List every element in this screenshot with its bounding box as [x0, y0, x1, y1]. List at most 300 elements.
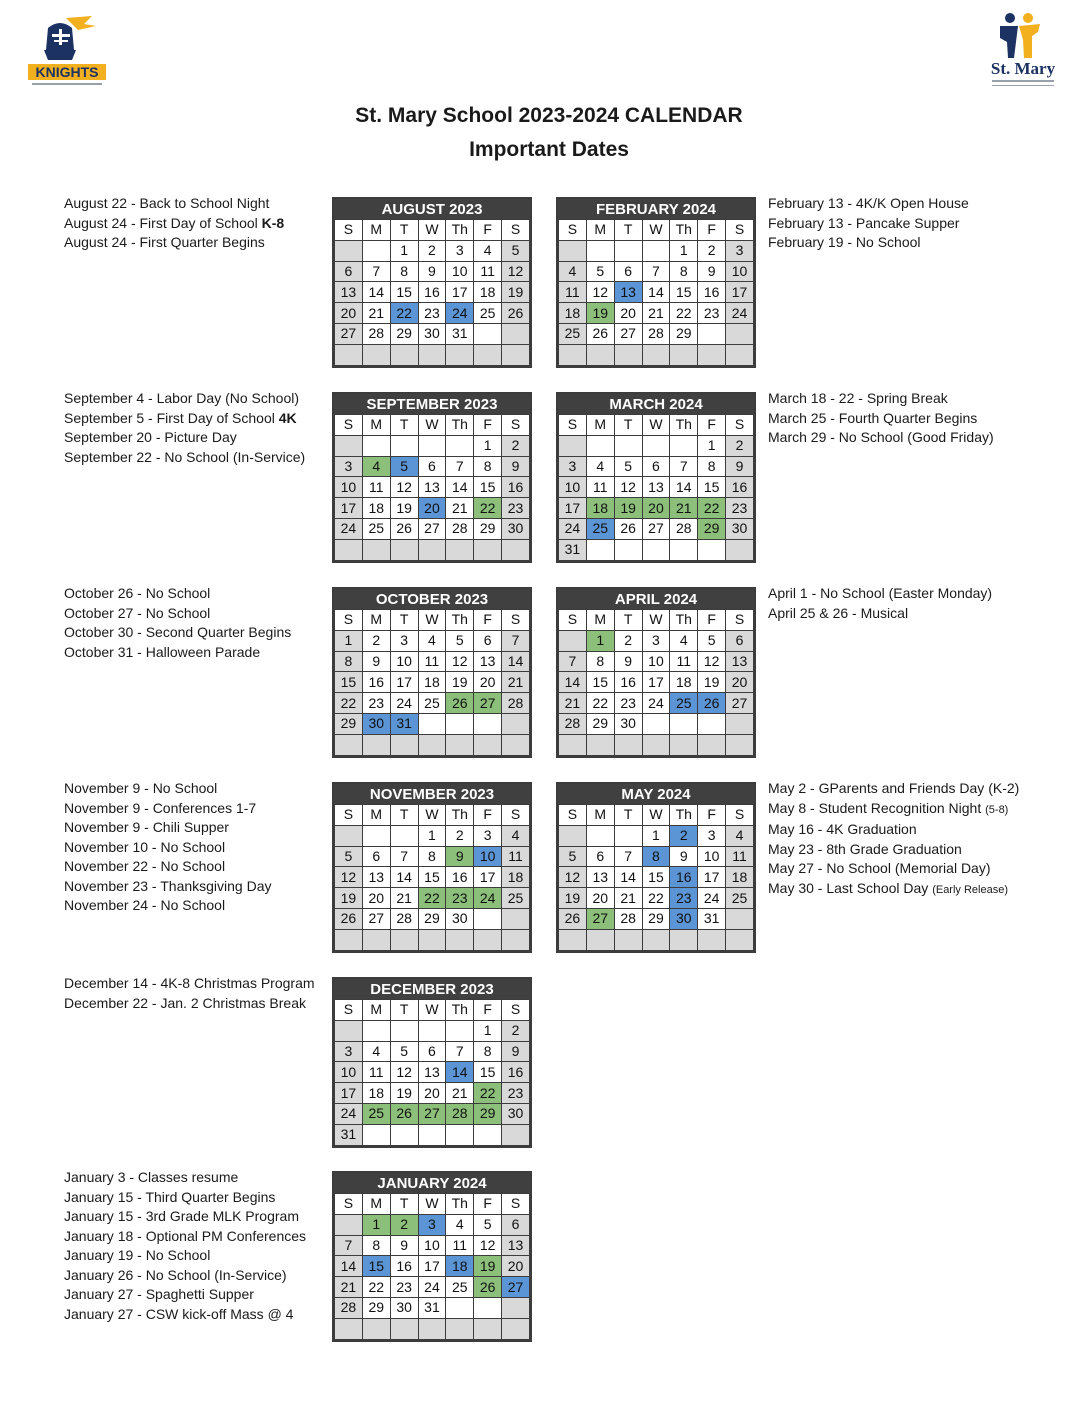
day-cell: 17	[335, 1083, 363, 1104]
empty-cell	[614, 240, 642, 261]
day-cell: 6	[642, 456, 670, 477]
month-grid	[558, 219, 754, 366]
empty-cell	[335, 240, 363, 261]
day-cell: 17	[390, 672, 418, 693]
day-cell: 11	[586, 477, 614, 498]
day-cell: 18	[418, 672, 446, 693]
weekday-label: M	[586, 805, 614, 826]
day-cell: 10	[726, 261, 754, 282]
day-cell: 30	[614, 713, 642, 734]
week-row	[335, 323, 530, 344]
event-text: October 31 - Halloween Parade	[64, 643, 261, 660]
day-cell: 11	[418, 651, 446, 672]
empty-cell	[726, 344, 754, 365]
event-text: November 22 - No School	[64, 858, 226, 874]
event-line	[768, 409, 994, 429]
day-cell: 31	[335, 1124, 363, 1145]
day-cell: 16	[502, 1062, 530, 1083]
empty-cell	[698, 323, 726, 344]
empty-cell	[446, 713, 474, 734]
event-line	[768, 779, 1019, 799]
day-cell: 27	[418, 518, 446, 539]
day-cell: 1	[474, 435, 502, 456]
event-line	[64, 1266, 306, 1286]
event-line	[64, 818, 272, 838]
day-cell: 7	[335, 1235, 363, 1256]
weekday-label: S	[502, 610, 530, 631]
event-text: May 8 - Student Recognition Night	[768, 799, 986, 816]
month-title: MARCH 2024	[558, 394, 754, 414]
empty-cell	[502, 908, 530, 929]
empty-cell	[642, 734, 670, 755]
day-cell: 12	[559, 867, 587, 888]
week-row	[335, 651, 530, 672]
day-cell: 16	[418, 282, 446, 303]
day-cell: 13	[474, 651, 502, 672]
event-text: November 24 - No School	[64, 897, 226, 913]
weekday-label: F	[474, 1194, 502, 1215]
event-text: January 3 - Classes resume	[64, 1169, 239, 1185]
day-cell: 2	[698, 240, 726, 261]
week-row	[335, 261, 530, 282]
empty-cell	[474, 539, 502, 560]
event-text: November 9 - Chili Supper	[64, 819, 229, 835]
empty-cell	[726, 713, 754, 734]
day-cell: 28	[335, 1297, 363, 1318]
event-text: September 5 - First Day of School	[64, 409, 279, 426]
weekday-label: T	[390, 415, 418, 436]
day-cell: 13	[726, 651, 754, 672]
week-row	[559, 713, 754, 734]
week-row	[335, 435, 530, 456]
day-cell: 29	[474, 518, 502, 539]
event-line	[768, 879, 1019, 901]
day-cell: 20	[614, 303, 642, 324]
day-cell: 21	[642, 303, 670, 324]
weekday-label: S	[559, 220, 587, 241]
event-text: (Early Release)	[932, 883, 1008, 896]
month-grid	[334, 804, 530, 951]
weekday-label: T	[390, 1194, 418, 1215]
day-cell: 11	[726, 846, 754, 867]
event-line	[768, 214, 969, 234]
event-line	[768, 428, 994, 448]
day-cell: 5	[586, 261, 614, 282]
empty-cell	[474, 323, 502, 344]
weekday-label: S	[502, 1194, 530, 1215]
day-cell: 7	[446, 456, 474, 477]
calendar-april-2024	[556, 587, 756, 758]
event-line	[768, 840, 1019, 860]
day-cell: 21	[559, 693, 587, 714]
weekday-label: S	[335, 610, 363, 631]
day-cell: 23	[614, 693, 642, 714]
empty-cell	[418, 929, 446, 950]
weekday-label: S	[502, 415, 530, 436]
empty-cell	[502, 1124, 530, 1145]
week-row	[559, 240, 754, 261]
day-cell: 4	[559, 261, 587, 282]
events-march	[768, 389, 994, 448]
day-cell: 22	[362, 1277, 390, 1298]
month-grid	[558, 609, 754, 756]
weekday-label: W	[642, 805, 670, 826]
day-cell: 1	[335, 630, 363, 651]
day-cell: 27	[502, 1277, 530, 1298]
day-cell: 18	[362, 1083, 390, 1104]
empty-cell	[614, 825, 642, 846]
day-cell: 19	[335, 888, 363, 909]
day-cell: 13	[418, 1062, 446, 1083]
day-cell: 12	[586, 282, 614, 303]
week-row	[335, 240, 530, 261]
day-cell: 17	[559, 498, 587, 519]
empty-cell	[698, 344, 726, 365]
event-text: May 30 - Last School Day	[768, 879, 933, 896]
day-cell: 3	[446, 240, 474, 261]
empty-cell	[474, 929, 502, 950]
empty-cell	[642, 240, 670, 261]
day-cell: 21	[335, 1277, 363, 1298]
event-text: 4K	[278, 409, 297, 426]
week-row	[559, 282, 754, 303]
day-cell: 1	[586, 630, 614, 651]
day-cell: 5	[614, 456, 642, 477]
day-cell: 2	[418, 240, 446, 261]
event-text: K-8	[261, 214, 285, 231]
day-cell: 19	[390, 498, 418, 519]
weekday-label: W	[418, 1000, 446, 1021]
event-line	[64, 389, 305, 409]
day-cell: 15	[474, 477, 502, 498]
week-row	[335, 1062, 530, 1083]
weekday-header-row	[335, 1194, 530, 1215]
day-cell: 14	[446, 477, 474, 498]
event-line	[64, 994, 315, 1014]
event-text: August 24 - First Quarter Begins	[64, 234, 265, 250]
day-cell: 19	[474, 1256, 502, 1277]
empty-cell	[586, 435, 614, 456]
empty-cell	[698, 929, 726, 950]
day-cell: 11	[670, 651, 698, 672]
day-cell: 28	[502, 693, 530, 714]
weekday-label: S	[559, 415, 587, 436]
events-may	[768, 779, 1019, 900]
day-cell: 18	[502, 867, 530, 888]
empty-cell	[670, 713, 698, 734]
day-cell: 25	[586, 518, 614, 539]
week-row	[335, 282, 530, 303]
empty-cell	[446, 734, 474, 755]
day-cell: 21	[390, 888, 418, 909]
day-cell: 24	[698, 888, 726, 909]
weekday-label: F	[698, 805, 726, 826]
day-cell: 28	[446, 1103, 474, 1124]
event-line	[64, 857, 272, 877]
week-row	[559, 651, 754, 672]
day-cell: 24	[446, 303, 474, 324]
month-title: JANUARY 2024	[334, 1173, 530, 1193]
day-cell: 23	[418, 303, 446, 324]
empty-cell	[390, 825, 418, 846]
week-row	[335, 1041, 530, 1062]
empty-cell	[726, 929, 754, 950]
event-text: August 24 - First Day of School	[64, 214, 262, 231]
day-cell: 18	[586, 498, 614, 519]
events-february	[768, 194, 969, 253]
knights-logo-text: KNIGHTS	[35, 64, 99, 80]
day-cell: 13	[614, 282, 642, 303]
day-cell: 2	[614, 630, 642, 651]
day-cell: 21	[446, 1083, 474, 1104]
day-cell: 21	[670, 498, 698, 519]
empty-cell	[335, 734, 363, 755]
day-cell: 25	[726, 888, 754, 909]
day-cell: 26	[586, 323, 614, 344]
month-grid	[334, 414, 530, 561]
week-row	[559, 929, 754, 950]
day-cell: 30	[446, 908, 474, 929]
day-cell: 8	[670, 261, 698, 282]
day-cell: 23	[362, 693, 390, 714]
day-cell: 16	[698, 282, 726, 303]
event-text: August 22 - Back to School Night	[64, 195, 270, 211]
day-cell: 27	[335, 323, 363, 344]
weekday-label: S	[335, 220, 363, 241]
day-cell: 30	[390, 1297, 418, 1318]
event-text: March 18 - 22 - Spring Break	[768, 390, 948, 406]
day-cell: 25	[559, 323, 587, 344]
day-cell: 20	[418, 1083, 446, 1104]
calendar-september-2023	[332, 392, 532, 563]
weekday-label: M	[362, 610, 390, 631]
empty-cell	[642, 539, 670, 560]
empty-cell	[559, 825, 587, 846]
empty-cell	[335, 1020, 363, 1041]
empty-cell	[559, 435, 587, 456]
event-line	[64, 1188, 306, 1208]
day-cell: 4	[726, 825, 754, 846]
day-cell: 16	[670, 867, 698, 888]
day-cell: 9	[698, 261, 726, 282]
day-cell: 12	[390, 477, 418, 498]
day-cell: 15	[335, 672, 363, 693]
empty-cell	[390, 435, 418, 456]
event-line	[64, 974, 315, 994]
day-cell: 31	[418, 1297, 446, 1318]
day-cell: 19	[559, 888, 587, 909]
day-cell: 25	[362, 1103, 390, 1124]
event-text: November 23 - Thanksgiving Day	[64, 877, 272, 894]
week-row	[559, 539, 754, 560]
weekday-label: W	[418, 805, 446, 826]
day-cell: 19	[446, 672, 474, 693]
empty-cell	[502, 713, 530, 734]
day-cell: 29	[670, 323, 698, 344]
day-cell: 25	[474, 303, 502, 324]
day-cell: 12	[446, 651, 474, 672]
event-text: October 30 - Second Quarter Begins	[64, 624, 292, 640]
event-text: March 29 - No School (Good Friday)	[768, 429, 994, 445]
event-line	[64, 233, 284, 253]
empty-cell	[474, 713, 502, 734]
empty-cell	[418, 435, 446, 456]
day-cell: 25	[670, 693, 698, 714]
day-cell: 4	[502, 825, 530, 846]
week-row	[559, 908, 754, 929]
day-cell: 15	[586, 672, 614, 693]
day-cell: 2	[502, 1020, 530, 1041]
day-cell: 3	[390, 630, 418, 651]
day-cell: 8	[362, 1235, 390, 1256]
day-cell: 23	[446, 888, 474, 909]
weekday-label: M	[586, 220, 614, 241]
day-cell: 8	[390, 261, 418, 282]
empty-cell	[614, 344, 642, 365]
day-cell: 30	[502, 518, 530, 539]
event-line	[64, 448, 305, 468]
events-january	[64, 1168, 306, 1324]
weekday-label: T	[614, 805, 642, 826]
event-line	[64, 643, 291, 663]
month-grid	[334, 999, 530, 1146]
event-text: May 2 - GParents and Friends Day (K-2)	[768, 780, 1020, 796]
week-row	[559, 498, 754, 519]
day-cell: 22	[390, 303, 418, 324]
weekday-header-row	[559, 805, 754, 826]
event-text: October 27 - No School	[64, 604, 211, 621]
weekday-header-row	[559, 610, 754, 631]
event-text: December 14 - 4K-8 Christmas Program	[64, 975, 315, 991]
event-text: September 20 - Picture Day	[64, 429, 237, 445]
empty-cell	[670, 929, 698, 950]
empty-cell	[474, 1297, 502, 1318]
week-row	[559, 456, 754, 477]
events-october	[64, 584, 291, 662]
day-cell: 2	[446, 825, 474, 846]
day-cell: 19	[698, 672, 726, 693]
day-cell: 31	[698, 908, 726, 929]
week-row	[559, 435, 754, 456]
weekday-label: T	[390, 610, 418, 631]
weekday-label: W	[418, 610, 446, 631]
day-cell: 26	[474, 1277, 502, 1298]
calendar-december-2023	[332, 977, 532, 1148]
weekday-label: Th	[670, 805, 698, 826]
event-text: May 16 - 4K Graduation	[768, 821, 917, 837]
month-title: AUGUST 2023	[334, 199, 530, 219]
day-cell: 10	[418, 1235, 446, 1256]
empty-cell	[362, 240, 390, 261]
month-title: FEBRUARY 2024	[558, 199, 754, 219]
day-cell: 15	[418, 867, 446, 888]
empty-cell	[362, 1020, 390, 1041]
day-cell: 9	[502, 1041, 530, 1062]
day-cell: 26	[698, 693, 726, 714]
event-text: February 13 - Pancake Supper	[768, 214, 960, 231]
day-cell: 19	[502, 282, 530, 303]
empty-cell	[362, 539, 390, 560]
day-cell: 4	[362, 456, 390, 477]
event-line	[64, 194, 284, 214]
day-cell: 21	[502, 672, 530, 693]
page-subtitle: Important Dates	[469, 138, 629, 161]
day-cell: 23	[390, 1277, 418, 1298]
event-text: October 26 - No School	[64, 585, 211, 601]
day-cell: 24	[474, 888, 502, 909]
event-line	[64, 409, 305, 429]
day-cell: 8	[335, 651, 363, 672]
day-cell: 15	[362, 1256, 390, 1277]
day-cell: 26	[614, 518, 642, 539]
event-text: January 15 - Third Quarter Begins	[64, 1188, 276, 1205]
weekday-header-row	[335, 220, 530, 241]
day-cell: 5	[474, 1214, 502, 1235]
empty-cell	[474, 734, 502, 755]
day-cell: 4	[474, 240, 502, 261]
day-cell: 7	[614, 846, 642, 867]
day-cell: 29	[586, 713, 614, 734]
events-december	[64, 974, 315, 1013]
weekday-label: T	[614, 610, 642, 631]
weekday-label: Th	[446, 610, 474, 631]
empty-cell	[502, 344, 530, 365]
event-text: May 27 - No School (Memorial Day)	[768, 860, 991, 876]
day-cell: 6	[502, 1214, 530, 1235]
month-grid	[334, 609, 530, 756]
event-text: November 9 - No School	[64, 780, 218, 796]
event-line	[768, 820, 1019, 840]
day-cell: 5	[390, 456, 418, 477]
month-grid	[558, 414, 754, 561]
day-cell: 7	[502, 630, 530, 651]
weekday-label: M	[362, 1000, 390, 1021]
weekday-label: S	[502, 1000, 530, 1021]
day-cell: 10	[642, 651, 670, 672]
weekday-label: F	[698, 220, 726, 241]
empty-cell	[446, 435, 474, 456]
empty-cell	[586, 825, 614, 846]
empty-cell	[502, 539, 530, 560]
day-cell: 19	[390, 1083, 418, 1104]
month-title: DECEMBER 2023	[334, 979, 530, 999]
day-cell: 4	[446, 1214, 474, 1235]
empty-cell	[642, 435, 670, 456]
st-mary-logo-text: St. Mary	[990, 59, 1056, 78]
calendar-october-2023	[332, 587, 532, 758]
empty-cell	[642, 713, 670, 734]
weekday-label: W	[642, 610, 670, 631]
week-row	[335, 498, 530, 519]
day-cell: 29	[390, 323, 418, 344]
day-cell: 21	[362, 303, 390, 324]
empty-cell	[446, 344, 474, 365]
day-cell: 22	[335, 693, 363, 714]
day-cell: 27	[474, 693, 502, 714]
weekday-label: Th	[446, 1194, 474, 1215]
calendar-march-2024	[556, 392, 756, 563]
day-cell: 28	[559, 713, 587, 734]
day-cell: 29	[362, 1297, 390, 1318]
empty-cell	[670, 734, 698, 755]
empty-cell	[390, 344, 418, 365]
empty-cell	[586, 539, 614, 560]
weekday-label: S	[335, 805, 363, 826]
day-cell: 8	[474, 1041, 502, 1062]
day-cell: 30	[726, 518, 754, 539]
weekday-label: Th	[446, 220, 474, 241]
day-cell: 31	[446, 323, 474, 344]
